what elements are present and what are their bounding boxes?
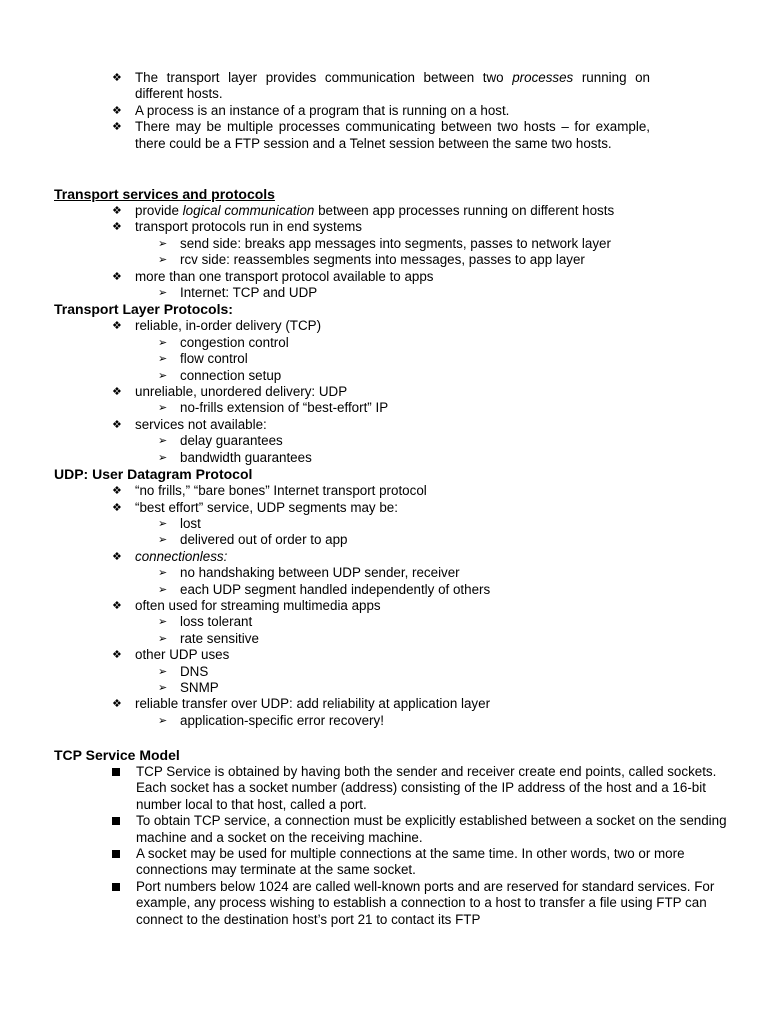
- section-heading-tcp-service-model: TCP Service Model: [54, 747, 180, 763]
- sub-list-item: ➢ rcv side: reassembles segments into messages, passes to app layer: [158, 252, 585, 268]
- diamond-bullet-icon: ❖: [112, 385, 122, 399]
- diamond-bullet-icon: ❖: [112, 484, 122, 498]
- sub-list-item: ➢ DNS: [158, 663, 209, 679]
- section-heading-transport-layer-protocols: Transport Layer Protocols:: [54, 301, 233, 318]
- list-item: ❖ reliable transfer over UDP: add reliability at application layer: [112, 696, 491, 712]
- list-item: ❖ transport protocols run in end systems: [112, 219, 363, 235]
- sub-list-item: ➢ lost: [158, 515, 201, 531]
- diamond-bullet-icon: ❖: [112, 204, 122, 217]
- diamond-bullet-icon: ❖: [112, 598, 122, 612]
- arrow-bullet-icon: ➢: [158, 533, 168, 547]
- sub-list-item: ➢ send side: breaks app messages into segments, passes to network layer: [158, 235, 611, 251]
- diamond-bullet-icon: ❖: [112, 120, 122, 134]
- arrow-bullet-icon: ➢: [158, 450, 168, 464]
- sub-list-item: ➢ SNMP: [158, 679, 219, 695]
- sub-list-item: ➢ rate sensitive: [158, 630, 259, 646]
- arrow-bullet-icon: ➢: [158, 516, 168, 530]
- sub-list-item: ➢ connection setup: [158, 367, 282, 383]
- sub-list-item: ➢ flow control: [158, 351, 248, 367]
- list-item: ❖ reliable, in-order delivery (TCP): [112, 318, 322, 334]
- arrow-bullet-icon: ➢: [158, 352, 168, 366]
- diamond-bullet-icon: ❖: [112, 417, 122, 431]
- list-item: Port numbers below 1024 are called well-known ports and are reserved for standard services. For example, any process wishing to establish a connection to a host to transfer a file using FTP can connect to the destination host’s port 21 to contact its FTP: [110, 879, 732, 928]
- sub-list-item: ➢ loss tolerant: [158, 614, 253, 630]
- list-item: ❖ The transport layer provides communication between two processes running on different hosts.: [112, 70, 650, 102]
- square-bullet-icon: [112, 768, 120, 776]
- arrow-bullet-icon: ➢: [158, 566, 168, 580]
- list-item: ❖ more than one transport protocol available to apps: [112, 268, 434, 284]
- list-item: To obtain TCP service, a connection must be explicitly established between a socket on the sending machine and a socket on the receiving machine.: [110, 813, 732, 846]
- tcp-list: [110, 764, 732, 928]
- list-item: ❖ often used for streaming multimedia apps: [112, 597, 381, 613]
- tcp-section: [54, 747, 744, 928]
- square-bullet-icon: [112, 883, 120, 891]
- sub-list-item: ➢ no-frills extension of “best-effort” IP: [158, 400, 389, 416]
- list-item: ❖ connectionless:: [112, 548, 228, 564]
- sub-list-item: ➢ application-specific error recovery!: [158, 712, 384, 728]
- arrow-bullet-icon: ➢: [158, 253, 168, 267]
- diamond-bullet-icon: ❖: [112, 697, 122, 711]
- sub-list-item: ➢ no handshaking between UDP sender, receiver: [158, 565, 460, 581]
- square-bullet-icon: [112, 817, 120, 825]
- arrow-bullet-icon: ➢: [158, 615, 168, 629]
- diamond-bullet-icon: ❖: [112, 220, 122, 234]
- diamond-bullet-icon: ❖: [112, 500, 122, 514]
- arrow-bullet-icon: ➢: [158, 582, 168, 596]
- section-heading-udp: UDP: User Datagram Protocol: [54, 466, 253, 483]
- section-heading-transport-services: Transport services and protocols: [54, 186, 275, 202]
- sub-list-item: ➢ Internet: TCP and UDP: [158, 285, 318, 301]
- list-item: ❖ unreliable, unordered delivery: UDP: [112, 384, 348, 400]
- square-bullet-icon: [112, 850, 120, 858]
- sub-list-item: ➢ bandwidth guarantees: [158, 449, 312, 465]
- main-outline: [54, 186, 744, 729]
- diamond-bullet-icon: ❖: [112, 648, 122, 662]
- sub-list-item: ➢ delay guarantees: [158, 433, 283, 449]
- arrow-bullet-icon: ➢: [158, 713, 168, 727]
- list-item: ❖ There may be multiple processes communicating between two hosts – for example, there could be a FTP session and a Telnet session between the same two hosts.: [112, 119, 650, 151]
- diamond-bullet-icon: ❖: [112, 319, 122, 333]
- arrow-bullet-icon: ➢: [158, 664, 168, 678]
- sub-list-item: ➢ congestion control: [158, 334, 289, 350]
- sub-list-item: ➢ each UDP segment handled independently of others: [158, 581, 491, 597]
- arrow-bullet-icon: ➢: [158, 236, 168, 250]
- intro-list: [110, 70, 650, 152]
- list-item: ❖ “no frills,” “bare bones” Internet transport protocol: [112, 483, 427, 499]
- arrow-bullet-icon: ➢: [158, 434, 168, 448]
- list-item: ❖ A process is an instance of a program that is running on a host.: [112, 102, 510, 118]
- arrow-bullet-icon: ➢: [158, 286, 168, 300]
- list-item: TCP Service is obtained by having both the sender and receiver create end points, called sockets. Each socket has a socket number (address) consisting of the IP address of the host and a 16-bit number local to that host, called a port.: [110, 764, 732, 813]
- sub-list-item: ➢ delivered out of order to app: [158, 532, 348, 548]
- diamond-bullet-icon: ❖: [112, 103, 122, 117]
- list-item: ❖ services not available:: [112, 416, 267, 432]
- arrow-bullet-icon: ➢: [158, 335, 168, 349]
- arrow-bullet-icon: ➢: [158, 368, 168, 382]
- list-item: ❖ other UDP uses: [112, 647, 230, 663]
- list-item: ❖ “best effort” service, UDP segments may be:: [112, 499, 398, 515]
- arrow-bullet-icon: ➢: [158, 401, 168, 415]
- diamond-bullet-icon: ❖: [112, 549, 122, 563]
- arrow-bullet-icon: ➢: [158, 631, 168, 645]
- diamond-bullet-icon: ❖: [112, 71, 122, 84]
- arrow-bullet-icon: ➢: [158, 680, 168, 694]
- list-item: ❖ provide logical communication between app processes running on different hosts: [112, 203, 615, 218]
- diamond-bullet-icon: ❖: [112, 269, 122, 283]
- list-item: A socket may be used for multiple connections at the same time. In other words, two or more connections may terminate at the same socket.: [110, 846, 732, 879]
